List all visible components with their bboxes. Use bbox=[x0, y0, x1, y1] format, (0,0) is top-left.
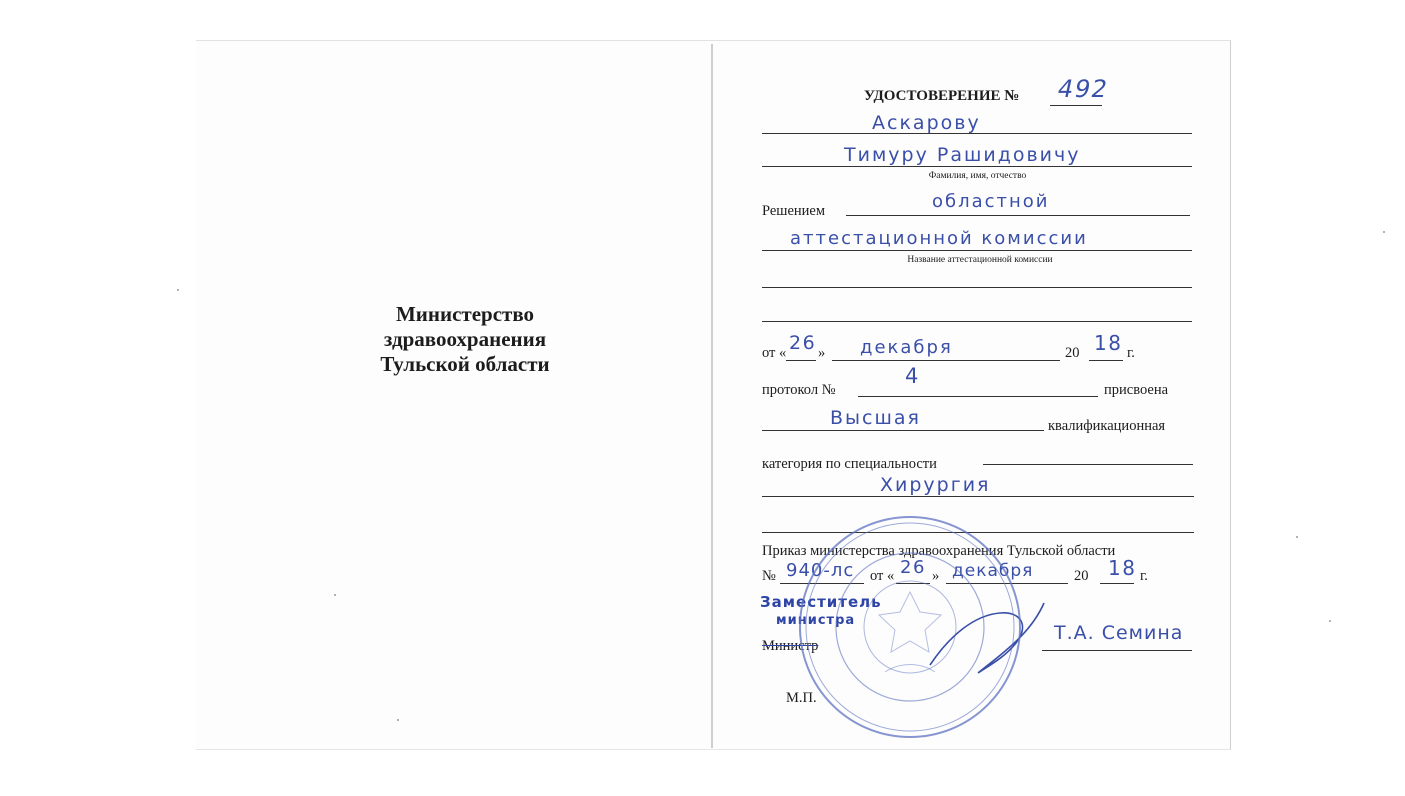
signatory-name: Т.А. Семина bbox=[1054, 622, 1184, 644]
decision-day: 26 bbox=[789, 332, 817, 354]
signature-line bbox=[1042, 650, 1192, 651]
order-label: Приказ министерства здравоохранения Тульской области bbox=[762, 543, 1116, 559]
order-date-mid: » bbox=[932, 568, 940, 584]
category-value: Высшая bbox=[830, 407, 921, 429]
protocol-number: 4 bbox=[905, 364, 920, 388]
blank-line bbox=[762, 532, 1194, 533]
order-number: 940-лс bbox=[786, 560, 855, 581]
order-no-label: № bbox=[762, 568, 776, 584]
month-line bbox=[832, 360, 1060, 361]
deputy-stamp-line-2: министра bbox=[776, 613, 856, 628]
certificate-number: 492 bbox=[1055, 75, 1112, 103]
qualification-label: квалификационная bbox=[1048, 418, 1166, 434]
order-year-line bbox=[1100, 583, 1134, 584]
specialty-line bbox=[762, 496, 1194, 497]
ministry-title-line: Министерство bbox=[395, 302, 535, 326]
commission-caption: Название аттестационной комиссии bbox=[907, 255, 1053, 265]
assigned-label: присвоена bbox=[1104, 382, 1169, 398]
scan-speck bbox=[177, 289, 179, 291]
commission-line bbox=[762, 250, 1192, 251]
decision-line bbox=[846, 215, 1190, 216]
certificate-heading: УДОСТОВЕРЕНИЕ № bbox=[864, 88, 1020, 104]
decision-label: Решением bbox=[762, 203, 826, 219]
scan-speck bbox=[397, 719, 399, 721]
order-month: декабря bbox=[952, 561, 1034, 581]
ministry-title bbox=[320, 302, 610, 377]
protocol-line bbox=[858, 396, 1098, 397]
scan-speck bbox=[1329, 620, 1331, 622]
scan-speck bbox=[334, 594, 336, 596]
decision-year: 18 bbox=[1094, 331, 1123, 355]
specialty: Хирургия bbox=[880, 474, 991, 496]
order-year-unit: г. bbox=[1140, 568, 1148, 584]
order-year: 18 bbox=[1108, 556, 1137, 580]
decision-month: декабря bbox=[860, 337, 953, 358]
deputy-stamp-line-1: Заместитель bbox=[760, 593, 882, 611]
surname-line bbox=[762, 133, 1192, 134]
day-line bbox=[786, 360, 816, 361]
blank-line bbox=[762, 321, 1192, 322]
scan-speck bbox=[1383, 231, 1385, 233]
order-day-line bbox=[896, 583, 930, 584]
holder-surname: Аскарову bbox=[872, 112, 981, 134]
order-month-line bbox=[946, 583, 1068, 584]
page-fold bbox=[711, 44, 713, 748]
commission-line-2: аттестационной комиссии bbox=[790, 228, 1088, 249]
handwritten-signature bbox=[920, 595, 1050, 685]
year-unit: г. bbox=[1127, 345, 1135, 361]
ministry-title-line: Тульской области bbox=[380, 352, 550, 376]
order-date-prefix: от « bbox=[870, 568, 895, 584]
commission-line-1: областной bbox=[932, 191, 1050, 212]
date-prefix: от « bbox=[762, 345, 787, 361]
number-line bbox=[1050, 105, 1102, 106]
year-prefix: 20 bbox=[1065, 345, 1080, 361]
name-caption: Фамилия, имя, отчество bbox=[928, 171, 1027, 181]
scan-speck bbox=[1296, 536, 1298, 538]
ministry-title-line: здравоохранения bbox=[383, 327, 547, 351]
date-mid: » bbox=[818, 345, 826, 361]
seal-place-label: М.П. bbox=[786, 690, 817, 706]
protocol-label: протокол № bbox=[762, 382, 836, 398]
blank-line bbox=[762, 287, 1192, 288]
category-label: категория по специальности bbox=[762, 456, 937, 472]
name-line bbox=[762, 166, 1192, 167]
specialty-label-line bbox=[983, 464, 1193, 465]
minister-label: Министр bbox=[762, 638, 819, 654]
order-number-line bbox=[780, 583, 864, 584]
year-line bbox=[1089, 360, 1123, 361]
order-day: 26 bbox=[900, 557, 926, 578]
order-year-prefix: 20 bbox=[1074, 568, 1089, 584]
category-line bbox=[762, 430, 1044, 431]
holder-name: Тимуру Рашидовичу bbox=[844, 144, 1081, 166]
